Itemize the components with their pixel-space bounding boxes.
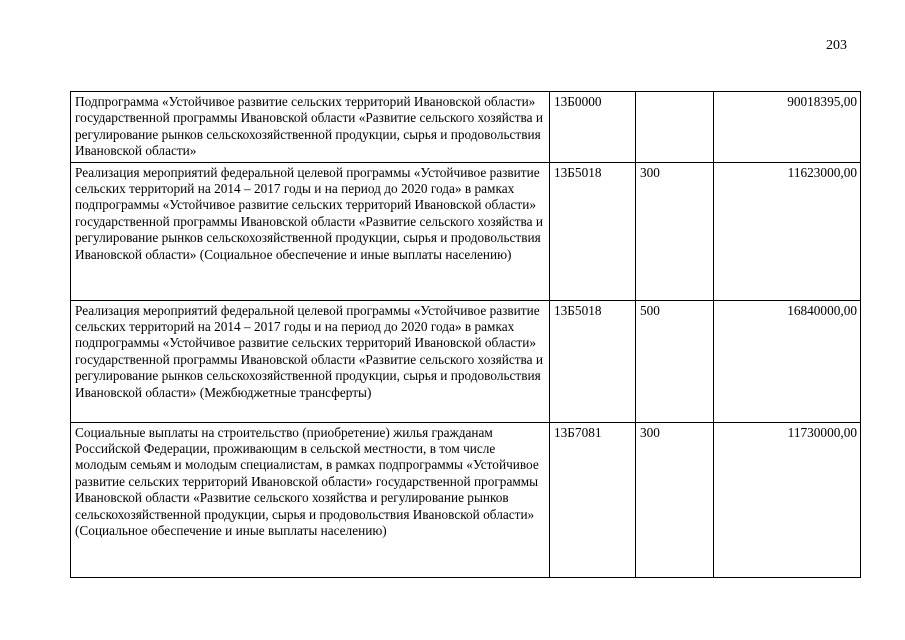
row-code-cell: 13Б5018 [550, 162, 636, 300]
row-code-cell: 13Б5018 [550, 300, 636, 422]
row-expense-type-cell: 300 [636, 422, 714, 577]
row-expense-type-cell: 500 [636, 300, 714, 422]
row-code-cell: 13Б0000 [550, 92, 636, 163]
row-code-cell: 13Б7081 [550, 422, 636, 577]
budget-table [70, 91, 861, 578]
row-name-cell: Реализация мероприятий федеральной целевой программы «Устойчивое развитие сельских территорий на 2014 – 2017 годы и на период до 2020 года» в рамках подпрограммы «Устойчивое развитие сельских территорий Ивановской области» государственной программы Ивановской области «Развитие сельского хозяйства и регулирование рынков сельскохозяйственной продукции, сырья и продовольствия Ивановской области» (Межбюджетные трансферты) [71, 300, 550, 422]
page-number: 203 [826, 38, 847, 53]
row-expense-type-cell [636, 92, 714, 163]
table-row [71, 162, 861, 300]
row-name-cell: Социальные выплаты на строительство (приобретение) жилья гражданам Российской Федерации, проживающим в сельской местности, в том числе молодым семьям и молодым специалистам, в рамках подпрограммы «Устойчивое развитие сельских территорий Ивановской области» государственной программы Ивановской области «Развитие сельского хозяйства и регулирование рынков сельскохозяйственной продукции, сырья и продовольствия Ивановской области» (Социальное обеспечение и иные выплаты населению) [71, 422, 550, 577]
table-row [71, 422, 861, 577]
row-name-cell: Реализация мероприятий федеральной целевой программы «Устойчивое развитие сельских территорий на 2014 – 2017 годы и на период до 2020 года» в рамках подпрограммы «Устойчивое развитие сельских территорий Ивановской области» государственной программы Ивановской области «Развитие сельского хозяйства и регулирование рынков сельскохозяйственной продукции, сырья и продовольствия Ивановской области» (Социальное обеспечение и иные выплаты населению) [71, 162, 550, 300]
row-amount-cell: 90018395,00 [714, 92, 861, 163]
table-row [71, 300, 861, 422]
row-amount-cell: 16840000,00 [714, 300, 861, 422]
row-amount-cell: 11730000,00 [714, 422, 861, 577]
row-name-cell: Подпрограмма «Устойчивое развитие сельских территорий Ивановской области» государственной программы Ивановской области «Развитие сельского хозяйства и регулирование рынков сельскохозяйственной продукции, сырья и продовольствия Ивановской области» [71, 92, 550, 163]
row-amount-cell: 11623000,00 [714, 162, 861, 300]
table-row [71, 92, 861, 163]
row-expense-type-cell: 300 [636, 162, 714, 300]
